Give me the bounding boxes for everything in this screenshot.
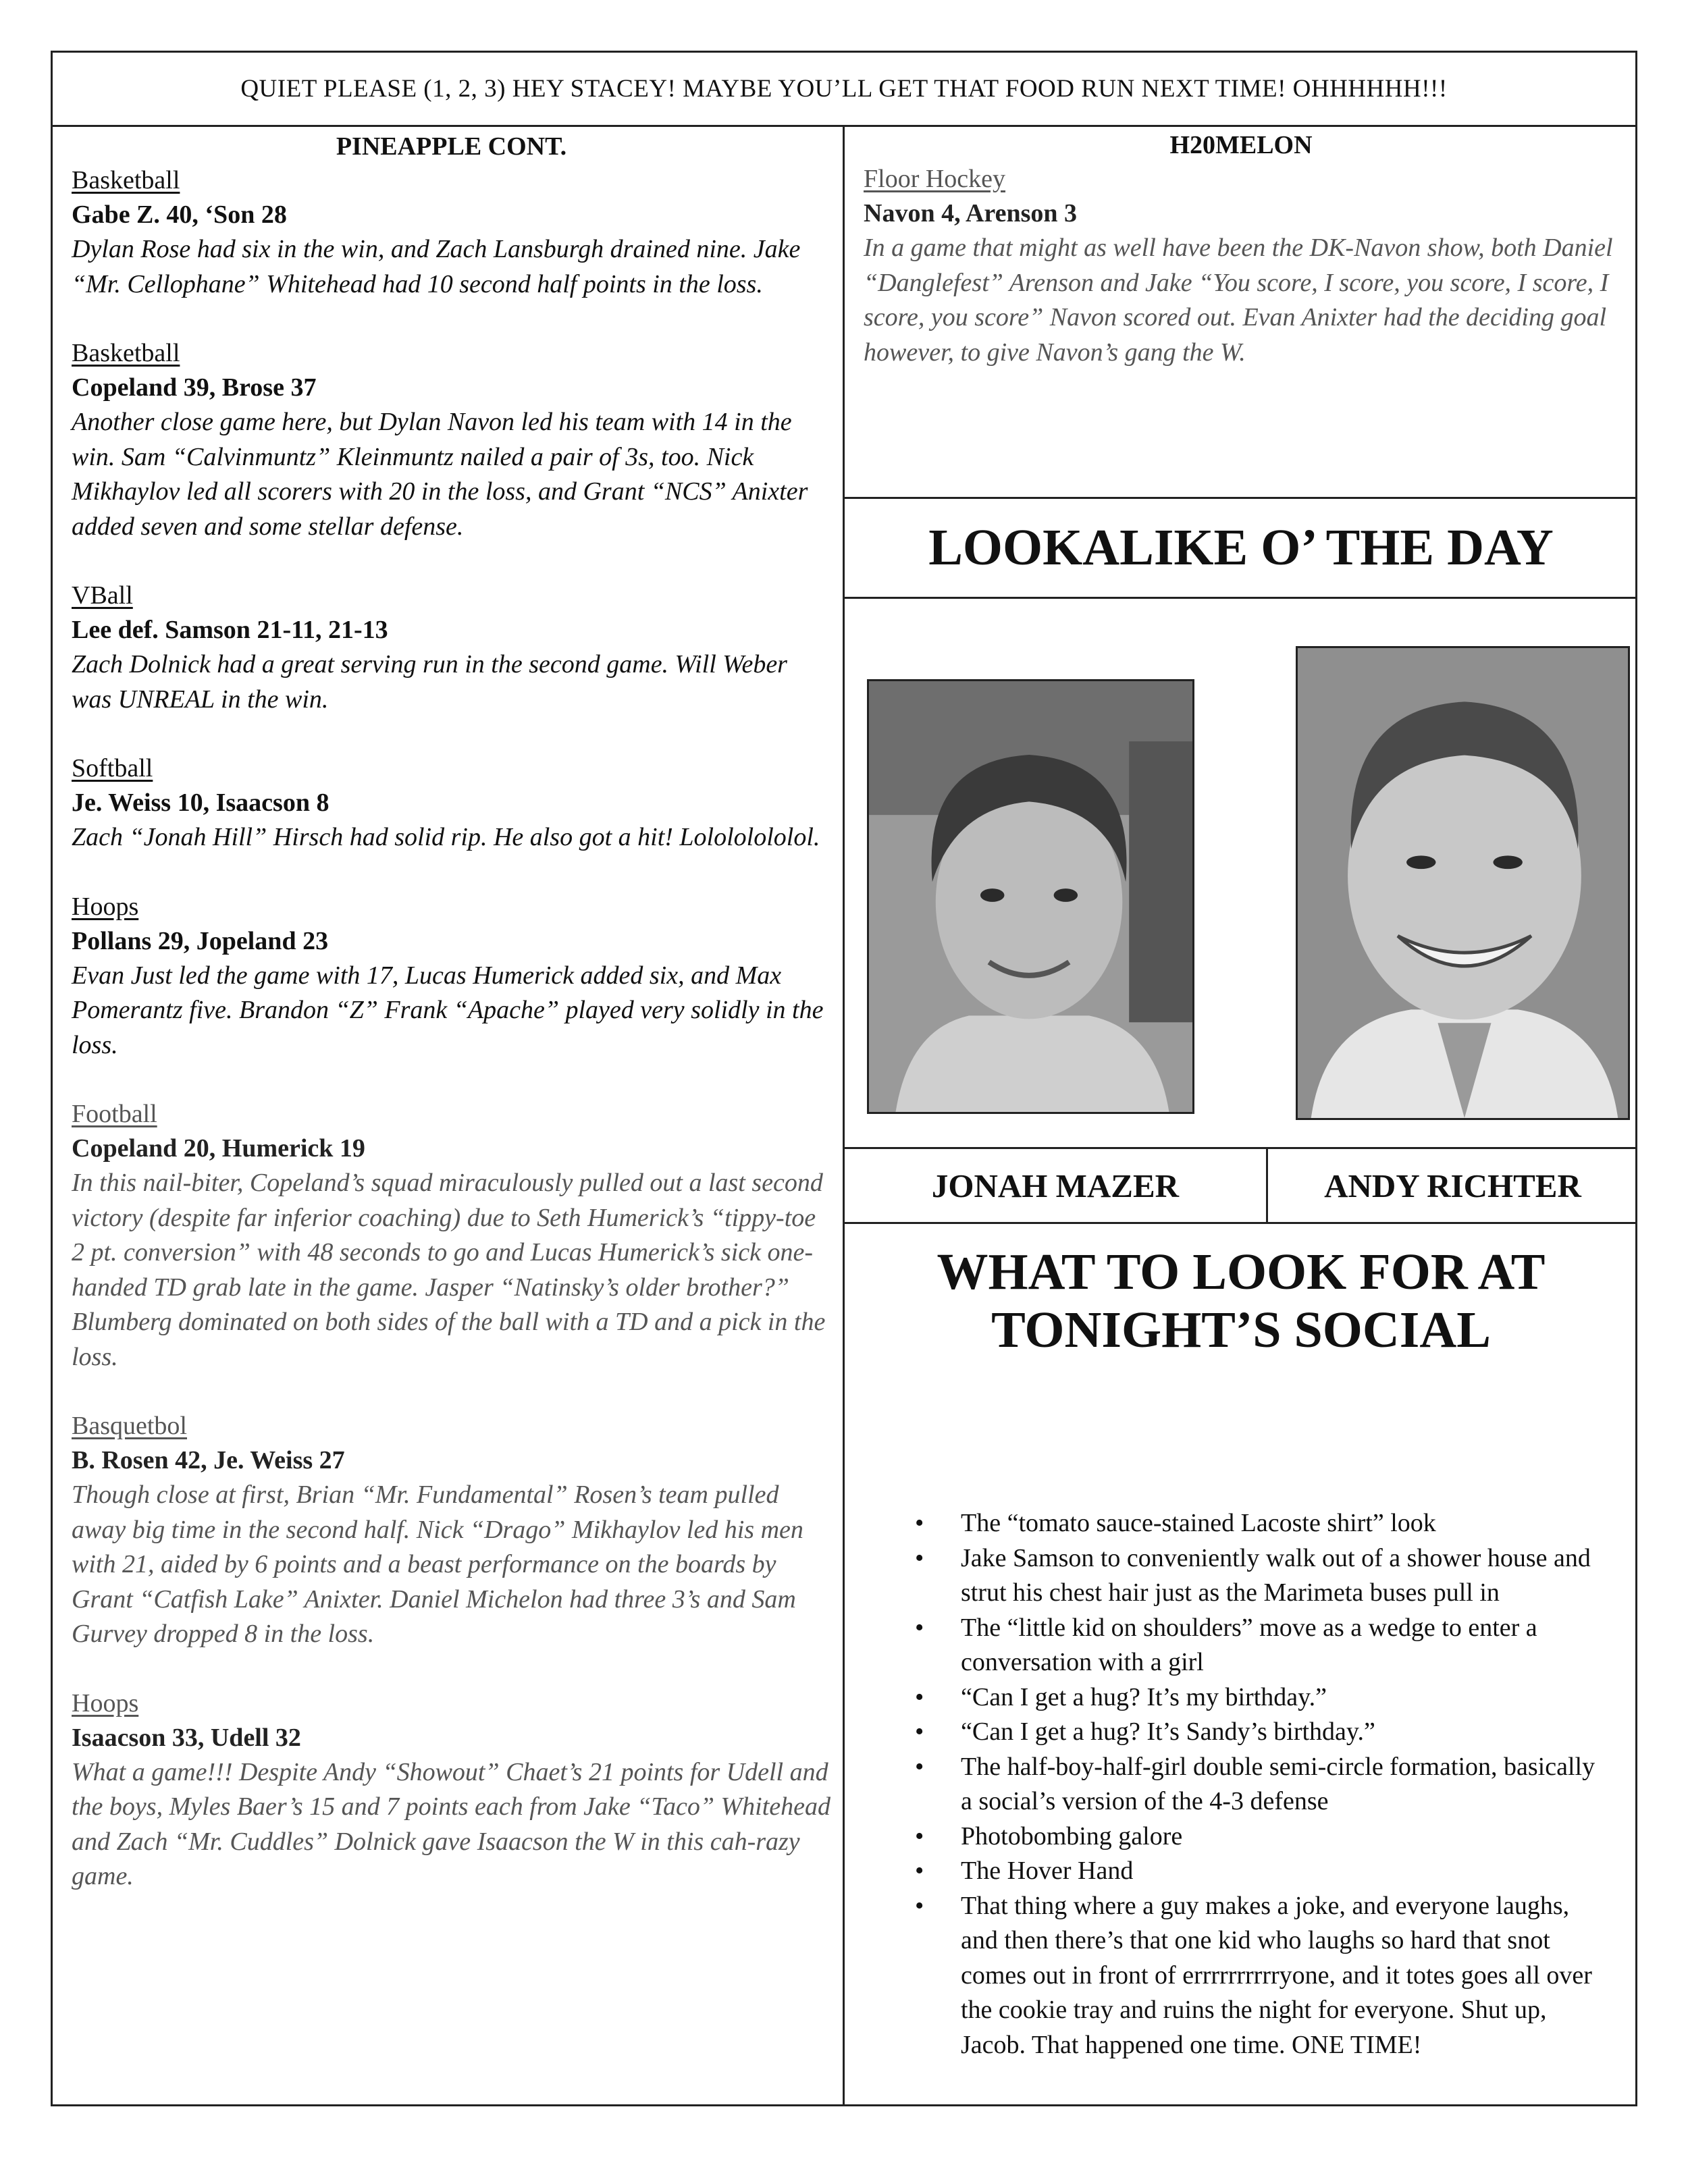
article-text: Another close game here, but Dylan Navon led his team with 14 in the win. Sam “Calvinmuntz” Kleinmuntz nailed a pair of 3s, too. Nick Mikhaylov led all scorers with 20 in the loss, and Grant “NCS” Anixter added seven and some stellar defense. [72, 408, 808, 541]
article-sport: Floor Hockey [864, 165, 1006, 193]
jonah-photo [867, 679, 1194, 1114]
left-column [72, 128, 831, 1894]
article-text: Evan Just led the game with 17, Lucas Humerick added six, and Max Pomerantz five. Brandon “Z” Frank “Apache” played very solidly in the loss. [72, 961, 824, 1059]
article [72, 163, 831, 302]
left-name: JONAH MAZER [931, 1167, 1180, 1204]
article-text: In a game that might as well have been the DK-Navon show, both Daniel “Danglefest” Arenson and Jake “You score, I score, you score, I score, I score, you score” Navon scored out. Evan Anixter had the deciding goal however, to give Navon’s gang the W. [864, 234, 1613, 367]
article-sport: Hoops [72, 892, 139, 921]
article-sport: Basketball [72, 339, 180, 367]
article-score: Pollans 29, Jopeland 23 [72, 926, 329, 955]
article [72, 579, 831, 717]
list-item: • The “tomato sauce-stained Lacoste shirt” look [845, 1506, 1637, 1541]
article-score: Navon 4, Arenson 3 [864, 199, 1078, 228]
list-item: • Jake Samson to conveniently walk out of a shower house and strut his chest hair just as the Marimeta buses pull in [845, 1541, 1637, 1611]
left-column-heading: PINEAPPLE CONT. [336, 132, 567, 161]
h2o-section [845, 127, 1637, 499]
article-text: Dylan Rose had six in the win, and Zach Lansburgh drained nine. Jake “Mr. Cellophane” Whitehead had 10 second half points in the loss. [72, 235, 801, 298]
lookalike-title: LOOKALIKE O’ THE DAY [845, 499, 1637, 599]
article [72, 1686, 831, 1894]
article-text: In this nail-biter, Copeland’s squad miraculously pulled out a last second victory (despite far inferior coaching) due to Seth Humerick’s “tippy-toe 2 pt. conversion” with 48 seconds to go and Lucas Humerick’s sick one-handed TD grab late in the game. Jasper “Natinsky’s older brother?” Blumberg dominated on both sides of the ball with a TD and a pick in the loss. [72, 1169, 826, 1371]
page-frame [51, 51, 1637, 2106]
article-text: Zach “Jonah Hill” Hirsch had solid rip. He also got a hit! Lolololololol. [72, 823, 820, 851]
list-item: • The Hover Hand [845, 1854, 1637, 1889]
article-score: Isaacson 33, Udell 32 [72, 1723, 301, 1752]
article [72, 890, 831, 1063]
article [72, 1097, 831, 1375]
article-text: Zach Dolnick had a great serving run in the second game. Will Weber was UNREAL in the win. [72, 650, 787, 714]
article-score: B. Rosen 42, Je. Weiss 27 [72, 1446, 345, 1474]
article-score: Lee def. Samson 21-11, 21-13 [72, 616, 388, 644]
article-sport: Softball [72, 754, 153, 782]
article [72, 751, 831, 855]
article-sport: VBall [72, 581, 133, 610]
andy-photo [1296, 646, 1630, 1120]
article-score: Je. Weiss 10, Isaacson 8 [72, 789, 329, 817]
social-list [845, 1506, 1637, 2062]
article-text: What a game!!! Despite Andy “Showout” Chaet’s 21 points for Udell and the boys, Myles Baer’s 15 and 7 points each from Jake “Taco” Whitehead and Zach “Mr. Cuddles” Dolnick gave Isaacson the W in this cah-razy game. [72, 1757, 831, 1890]
article-score: Gabe Z. 40, ‘Son 28 [72, 201, 287, 229]
list-item: • The half-boy-half-girl double semi-circle formation, basically a social’s version of the 4-3 defense [845, 1750, 1637, 1819]
article-text: Though close at first, Brian “Mr. Fundamental” Rosen’s team pulled away big time in the second half. Nick “Drago” Mikhaylov led his men with 21, aided by 6 points and a beast performance on the boards by Grant “Catfish Lake” Anixter. Daniel Michelon had three 3’s and Sam Gurvey dropped 8 in the loss. [72, 1481, 803, 1648]
article [72, 1409, 831, 1652]
article-score: Copeland 20, Humerick 19 [72, 1134, 365, 1163]
right-name: ANDY RICHTER [1324, 1167, 1581, 1204]
article-sport: Basquetbol [72, 1412, 187, 1440]
list-item: • “Can I get a hug? It’s my birthday.” [845, 1680, 1637, 1715]
social-title-line1: WHAT TO LOOK FOR AT [937, 1244, 1546, 1300]
h2o-heading: H20MELON [1169, 131, 1313, 159]
article-score: Copeland 39, Brose 37 [72, 373, 317, 402]
lookalike-photos [845, 599, 1637, 1149]
article-sport: Football [72, 1100, 157, 1128]
social-title-line2: TONIGHT’S SOCIAL [991, 1302, 1491, 1358]
article-sport: Hoops [72, 1688, 139, 1717]
social-title [845, 1224, 1637, 1359]
top-banner: QUIET PLEASE (1, 2, 3) HEY STACEY! MAYBE YOU’LL GET THAT FOOD RUN NEXT TIME! OHHHHHH!!! [53, 53, 1635, 127]
list-item: • “Can I get a hug? It’s Sandy’s birthday.” [845, 1715, 1637, 1750]
list-item: • Photobombing galore [845, 1819, 1637, 1855]
lookalike-names [845, 1149, 1637, 1224]
article-sport: Basketball [72, 166, 180, 194]
list-item: • The “little kid on shoulders” move as a wedge to enter a conversation with a girl [845, 1611, 1637, 1680]
article [72, 336, 831, 544]
list-item: • That thing where a guy makes a joke, and everyone laughs, and then there’s that one kid who laughs so hard that snot comes out in front of errrrrrrrrryone, and it totes goes all over the cookie tray and ruins the night for everyone. Shut up, Jacob. That happened one time. ONE TIME! [845, 1889, 1637, 2063]
